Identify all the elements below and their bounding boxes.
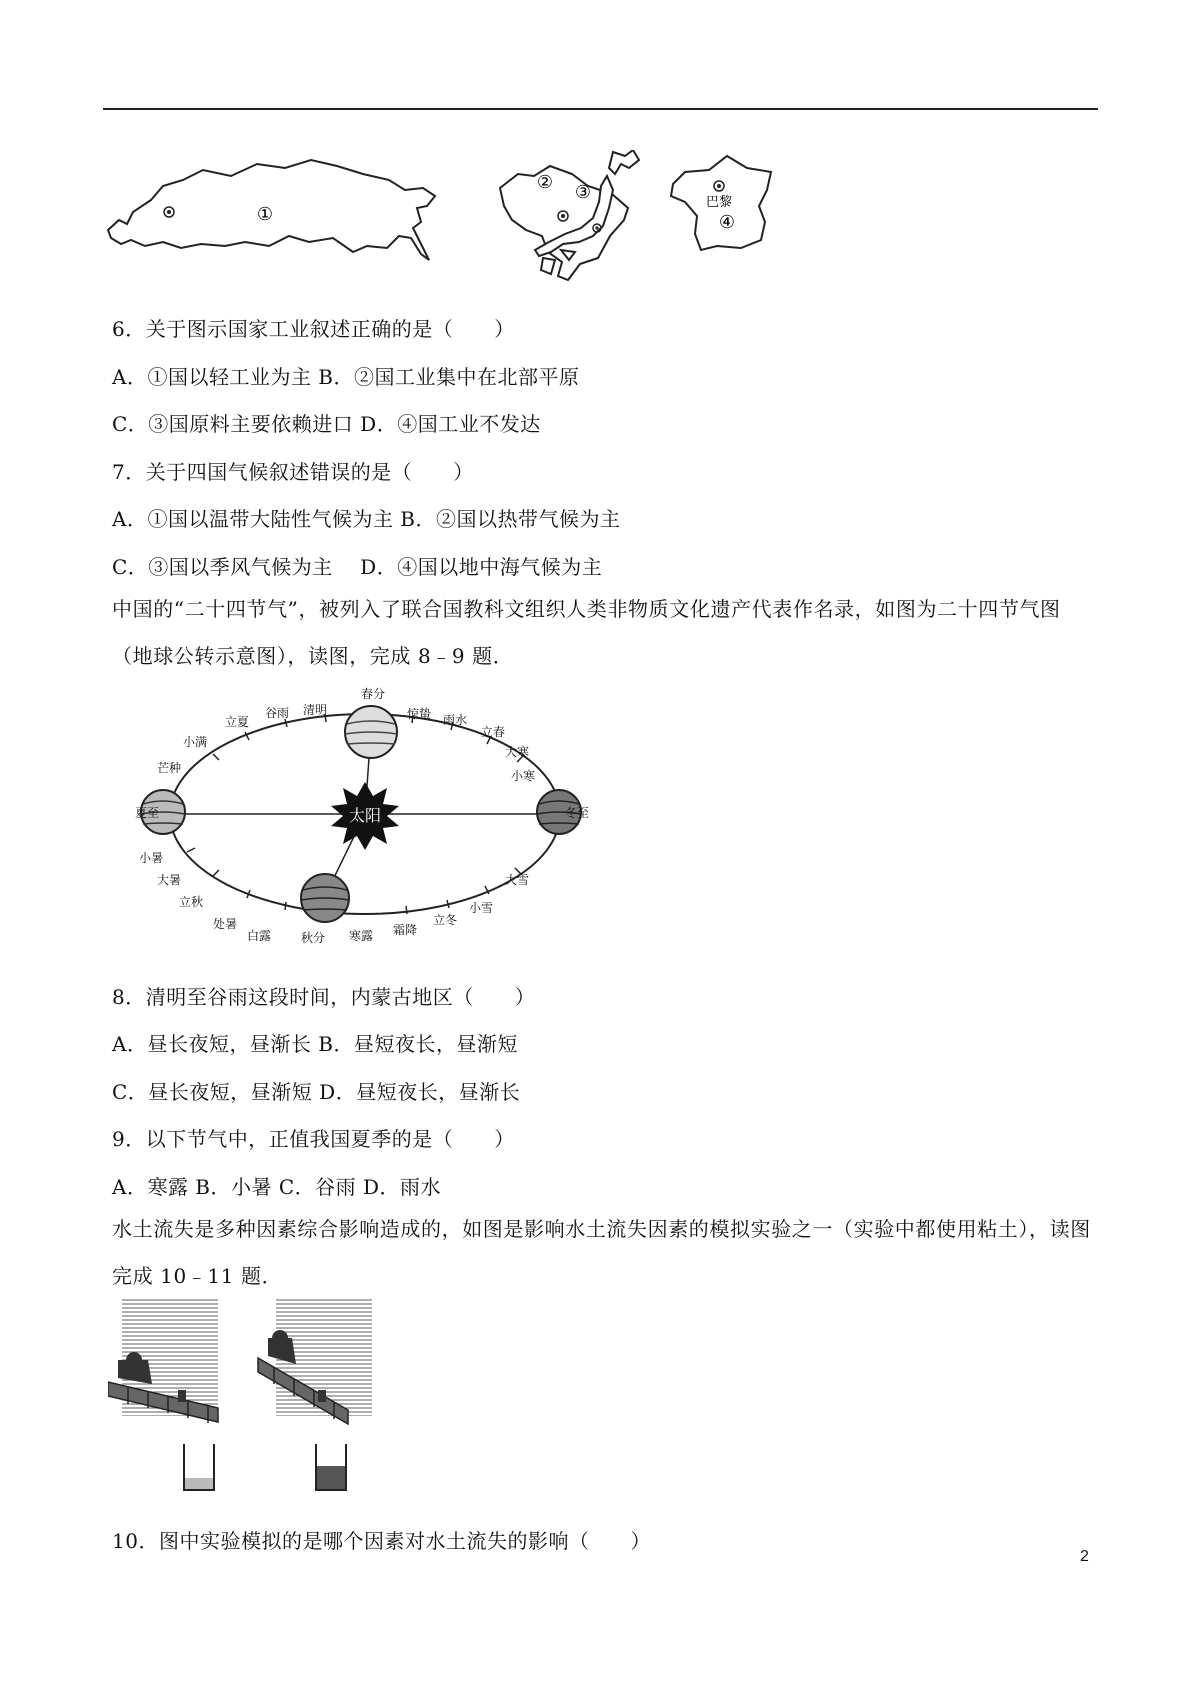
term-daxue: 大雪 [505,873,530,887]
earth-spring-icon [345,706,397,758]
term-lidong: 立冬 [433,913,458,927]
question-10-stem: 10．图中实验模拟的是哪个因素对水土流失的影响（ ） [112,1529,651,1553]
map-russia [108,160,435,260]
map-label-1: ① [256,204,274,225]
solar-terms-intro: 中国的“二十四节气”，被列入了联合国教科文组织人类非物质文化遗产代表作名录，如图为二十四节气图（地球公转示意图），读图，完成 8﹣9 题． [112,597,1061,668]
question-7-stem: 7．关于四国气候叙述错误的是（ ） [112,460,474,484]
term-jingzhe: 惊蛰 [407,707,432,721]
soil-erosion-intro: 水土流失是多种因素综合影响造成的，如图是影响水土流失因素的模拟实验之一（实验中都使用粘土），读图完成 10﹣11 题． [112,1217,1091,1288]
map-label-4: ④ [718,212,736,233]
term-dahan: 大寒 [505,745,530,759]
question-7-options-2: C．③国以季风气候为主 D．④国以地中海气候为主 [112,555,603,579]
term-shuangjiang: 霜降 [393,923,418,937]
term-spring-equinox: 春分 [360,687,386,701]
earth-autumn-icon [301,874,349,922]
term-winter-solstice: 冬至 [565,806,590,820]
question-6-stem: 6．关于图示国家工业叙述正确的是（ ） [112,317,515,341]
term-dashu: 大暑 [157,873,182,887]
term-xiaoman: 小满 [183,735,208,749]
question-6-options-1: A．①国以轻工业为主 B．②国工业集中在北部平原 [112,365,580,389]
term-xiaoshu: 小暑 [139,851,164,865]
term-autumn-equinox: 秋分 [300,931,326,945]
country-maps-figure [105,150,845,290]
term-xiaohan: 小寒 [511,769,536,783]
term-xiaoxue: 小雪 [469,901,494,915]
map-label-3: ③ [574,182,592,203]
question-9-stem: 9．以下节气中，正值我国夏季的是（ ） [112,1127,515,1151]
solar-terms-diagram [135,684,595,946]
term-hanlu: 寒露 [349,929,374,943]
header-rule [103,108,1098,110]
question-7-options-1: A．①国以温带大陆性气候为主 B．②国以热带气候为主 [112,507,621,531]
map-label-2: ② [536,172,554,193]
question-9-options: A．寒露 B．小暑 C．谷雨 D．雨水 [112,1175,442,1199]
question-8-stem: 8．清明至谷雨这段时间，内蒙古地区（ ） [112,985,536,1009]
experiment-setup-left [108,1298,218,1490]
question-6-options-2: C．③国原料主要依赖进口 D．④国工业不发达 [112,412,541,436]
term-lixia: 立夏 [225,715,250,729]
term-lichun: 立春 [481,725,506,739]
page-number: 2 [1080,1548,1089,1565]
term-yushui: 雨水 [443,713,468,727]
question-8-options-1: A．昼长夜短，昼渐长 B．昼短夜长，昼渐短 [112,1032,518,1056]
soil-erosion-experiment-figure [108,1298,388,1506]
question-8-options-2: C．昼长夜短，昼渐短 D．昼短夜长，昼渐长 [112,1080,521,1104]
term-qingming: 清明 [303,703,328,717]
capital-label: 巴黎 [705,195,733,210]
term-mangzhong: 芒种 [157,761,182,775]
map-france [671,156,771,250]
experiment-setup-right [258,1298,372,1490]
term-liqiu: 立秋 [179,895,204,909]
term-summer-solstice: 夏至 [135,806,160,820]
term-chushu: 处暑 [213,917,238,931]
term-bailu: 白露 [247,929,272,943]
term-guyu: 谷雨 [265,706,290,720]
sun-label: 太阳 [348,806,382,825]
